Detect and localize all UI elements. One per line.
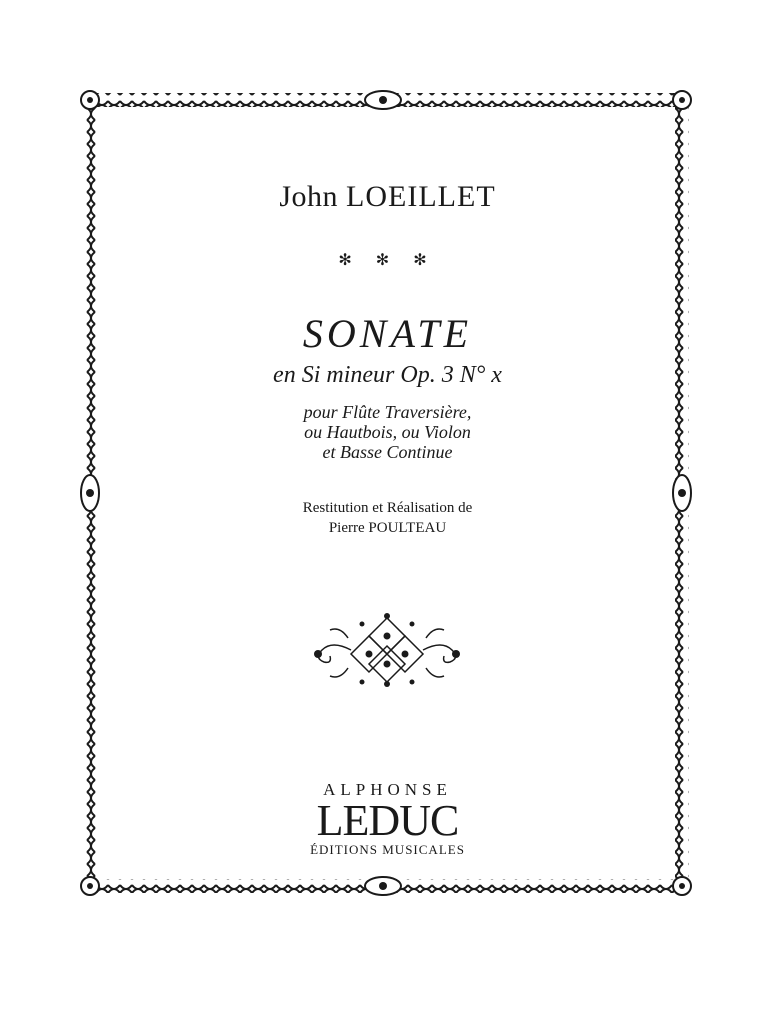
publisher-first-name: ALPHONSE <box>323 780 452 799</box>
publisher-tagline: ÉDITIONS MUSICALES <box>310 842 465 857</box>
composer-last-name: LOEILLET <box>346 180 496 213</box>
publisher-name: LEDUC <box>316 796 459 845</box>
credit-line: Restitution et Réalisation de <box>302 500 473 516</box>
work-title: SONATE <box>302 311 473 356</box>
instrumentation <box>100 402 675 462</box>
floral-ornament-icon <box>310 610 465 690</box>
instrumentation-line: pour Flûte Traversière, <box>303 402 472 422</box>
editor-first-name: Pierre <box>328 520 365 536</box>
composer-name <box>100 180 675 214</box>
instrumentation-line: ou Hautbois, ou Violon <box>304 422 471 442</box>
work-subtitle: en Si mineur Op. 3 N° x <box>273 362 502 388</box>
editor-last-name: POULTEAU <box>368 520 447 536</box>
publisher-logo <box>100 780 675 858</box>
cover-content <box>100 110 675 880</box>
editor-credit <box>100 498 675 538</box>
credit-line <box>100 518 675 538</box>
asterism-divider: ✻ ✻ ✻ <box>338 252 437 269</box>
composer-first-name: John <box>279 180 339 213</box>
instrumentation-line: et Basse Continue <box>322 442 453 462</box>
